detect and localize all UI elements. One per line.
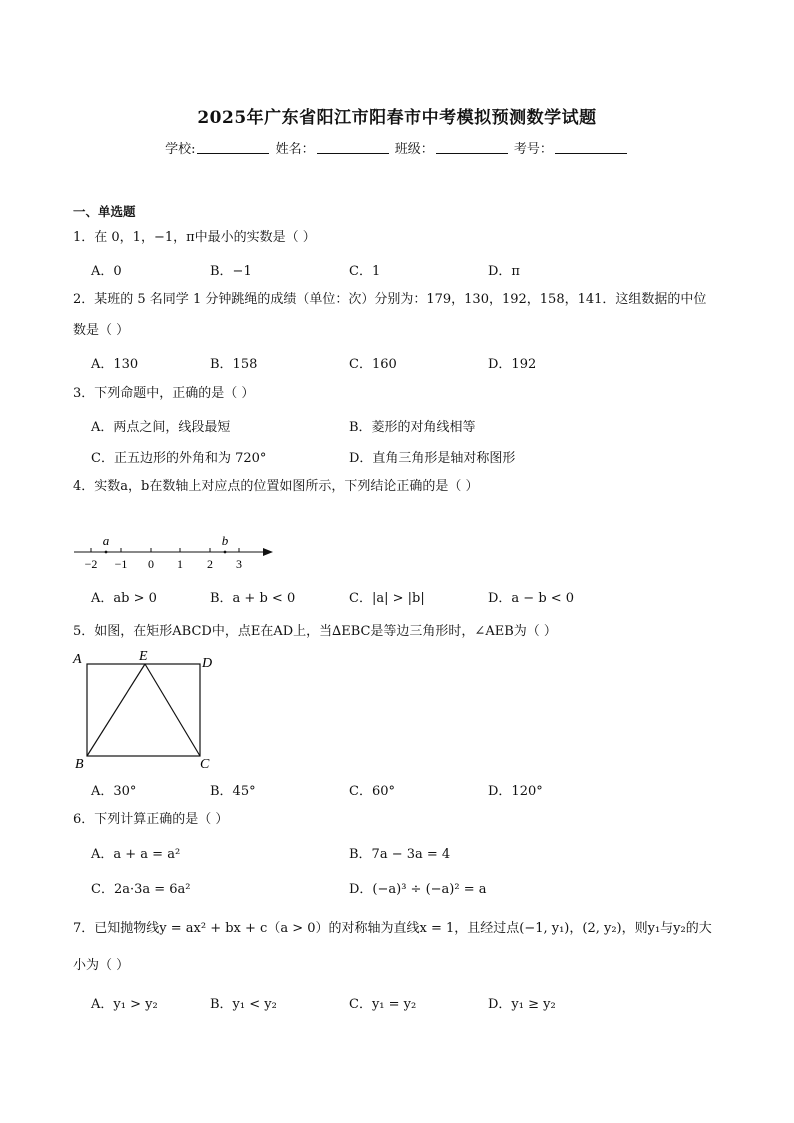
question-3-stem: 3．下列命题中，正确的是（ ）	[73, 386, 255, 401]
number-line-label-a: a	[102, 533, 110, 548]
section-heading: 一、单选题	[73, 204, 136, 219]
vertex-label-c: C	[200, 757, 210, 772]
school-blank	[197, 141, 269, 154]
question-1-option-a: A．0	[91, 264, 122, 279]
question-7-option-d: D．y₁ ≥ y₂	[488, 997, 556, 1012]
question-4-option-c: C．|a| > |b|	[349, 591, 425, 606]
question-5-option-d: D．120°	[488, 784, 543, 799]
vertex-label-b: B	[75, 757, 84, 772]
question-2-stem-line2: 数是（ ）	[73, 323, 130, 338]
question-5-option-c: C．60°	[349, 784, 395, 799]
question-3-option-d: D．直角三角形是轴对称图形	[349, 451, 516, 466]
question-1-option-b: B．−1	[210, 264, 252, 279]
student-info-line	[0, 138, 794, 157]
question-2-option-b: B．158	[210, 357, 258, 372]
question-6-option-c: C．2a·3a = 6a²	[91, 882, 191, 897]
name-label: 姓名：	[275, 142, 315, 157]
question-3-option-b: B．菱形的对角线相等	[349, 420, 476, 435]
question-7-option-a: A．y₁ > y₂	[91, 997, 158, 1012]
question-6-option-d: D．(−a)³ ÷ (−a)² = a	[349, 882, 487, 897]
tick-label: −1	[114, 557, 128, 571]
number-line-figure	[70, 530, 280, 574]
question-3-option-a: A．两点之间，线段最短	[91, 420, 231, 435]
page-title: 2025年广东省阳江市阳春市中考模拟预测数学试题	[197, 108, 597, 128]
question-4-option-b: B．a + b < 0	[210, 591, 296, 606]
tick-label: 2	[207, 557, 213, 571]
name-blank	[317, 141, 389, 154]
exam-number-label: 考号：	[513, 142, 553, 157]
school-label: 学校:	[165, 142, 196, 157]
question-5-option-b: B．45°	[210, 784, 256, 799]
question-5-option-a: A．30°	[91, 784, 137, 799]
tick-label: 1	[177, 557, 183, 571]
question-1-option-d: D．π	[488, 264, 520, 279]
question-2-option-d: D．192	[488, 357, 537, 372]
vertex-label-e: E	[139, 649, 148, 664]
question-4-stem: 4．实数a，b在数轴上对应点的位置如图所示，下列结论正确的是（ ）	[73, 479, 479, 494]
question-6-stem: 6．下列计算正确的是（ ）	[73, 812, 229, 827]
rectangle-triangle-figure	[70, 645, 220, 773]
question-2-stem-line1: 2．某班的 5 名同学 1 分钟跳绳的成绩（单位：次）分别为：179，130，192，158，141．这组数据的中位	[73, 292, 707, 307]
question-2-option-c: C．160	[349, 357, 397, 372]
number-line-label-b: b	[221, 533, 229, 548]
question-6-option-a: A．a + a = a²	[91, 847, 181, 862]
question-7-stem-line2: 小为（ ）	[73, 958, 130, 973]
question-7-stem-line1: 7．已知抛物线y = ax² + bx + c（a > 0）的对称轴为直线x = 1，且经过点(−1, y₁)，(2, y₂)，则y₁与y₂的大	[73, 921, 712, 936]
question-6-option-b: B．7a − 3a = 4	[349, 847, 451, 862]
question-4-option-d: D．a − b < 0	[488, 591, 575, 606]
vertex-label-a: A	[73, 652, 82, 667]
class-label: 班级：	[394, 142, 434, 157]
vertex-label-d: D	[202, 656, 213, 671]
question-7-option-b: B．y₁ < y₂	[210, 997, 277, 1012]
question-5-stem: 5．如图，在矩形ABCD中，点E在AD上，当∆EBC是等边三角形时，∠AEB为（ ）	[73, 624, 557, 639]
question-1-stem: 1．在 0，1，−1，π中最小的实数是（ ）	[73, 230, 316, 245]
class-blank	[436, 141, 508, 154]
question-1-option-c: C．1	[349, 264, 381, 279]
question-3-option-c: C．正五边形的外角和为 720°	[91, 451, 267, 466]
exam-number-blank	[555, 141, 627, 154]
tick-label: 3	[236, 557, 242, 571]
question-2-option-a: A．130	[91, 357, 139, 372]
question-4-option-a: A．ab > 0	[91, 591, 157, 606]
tick-label: 0	[148, 557, 154, 571]
question-7-option-c: C．y₁ = y₂	[349, 997, 417, 1012]
tick-label: −2	[84, 557, 98, 571]
